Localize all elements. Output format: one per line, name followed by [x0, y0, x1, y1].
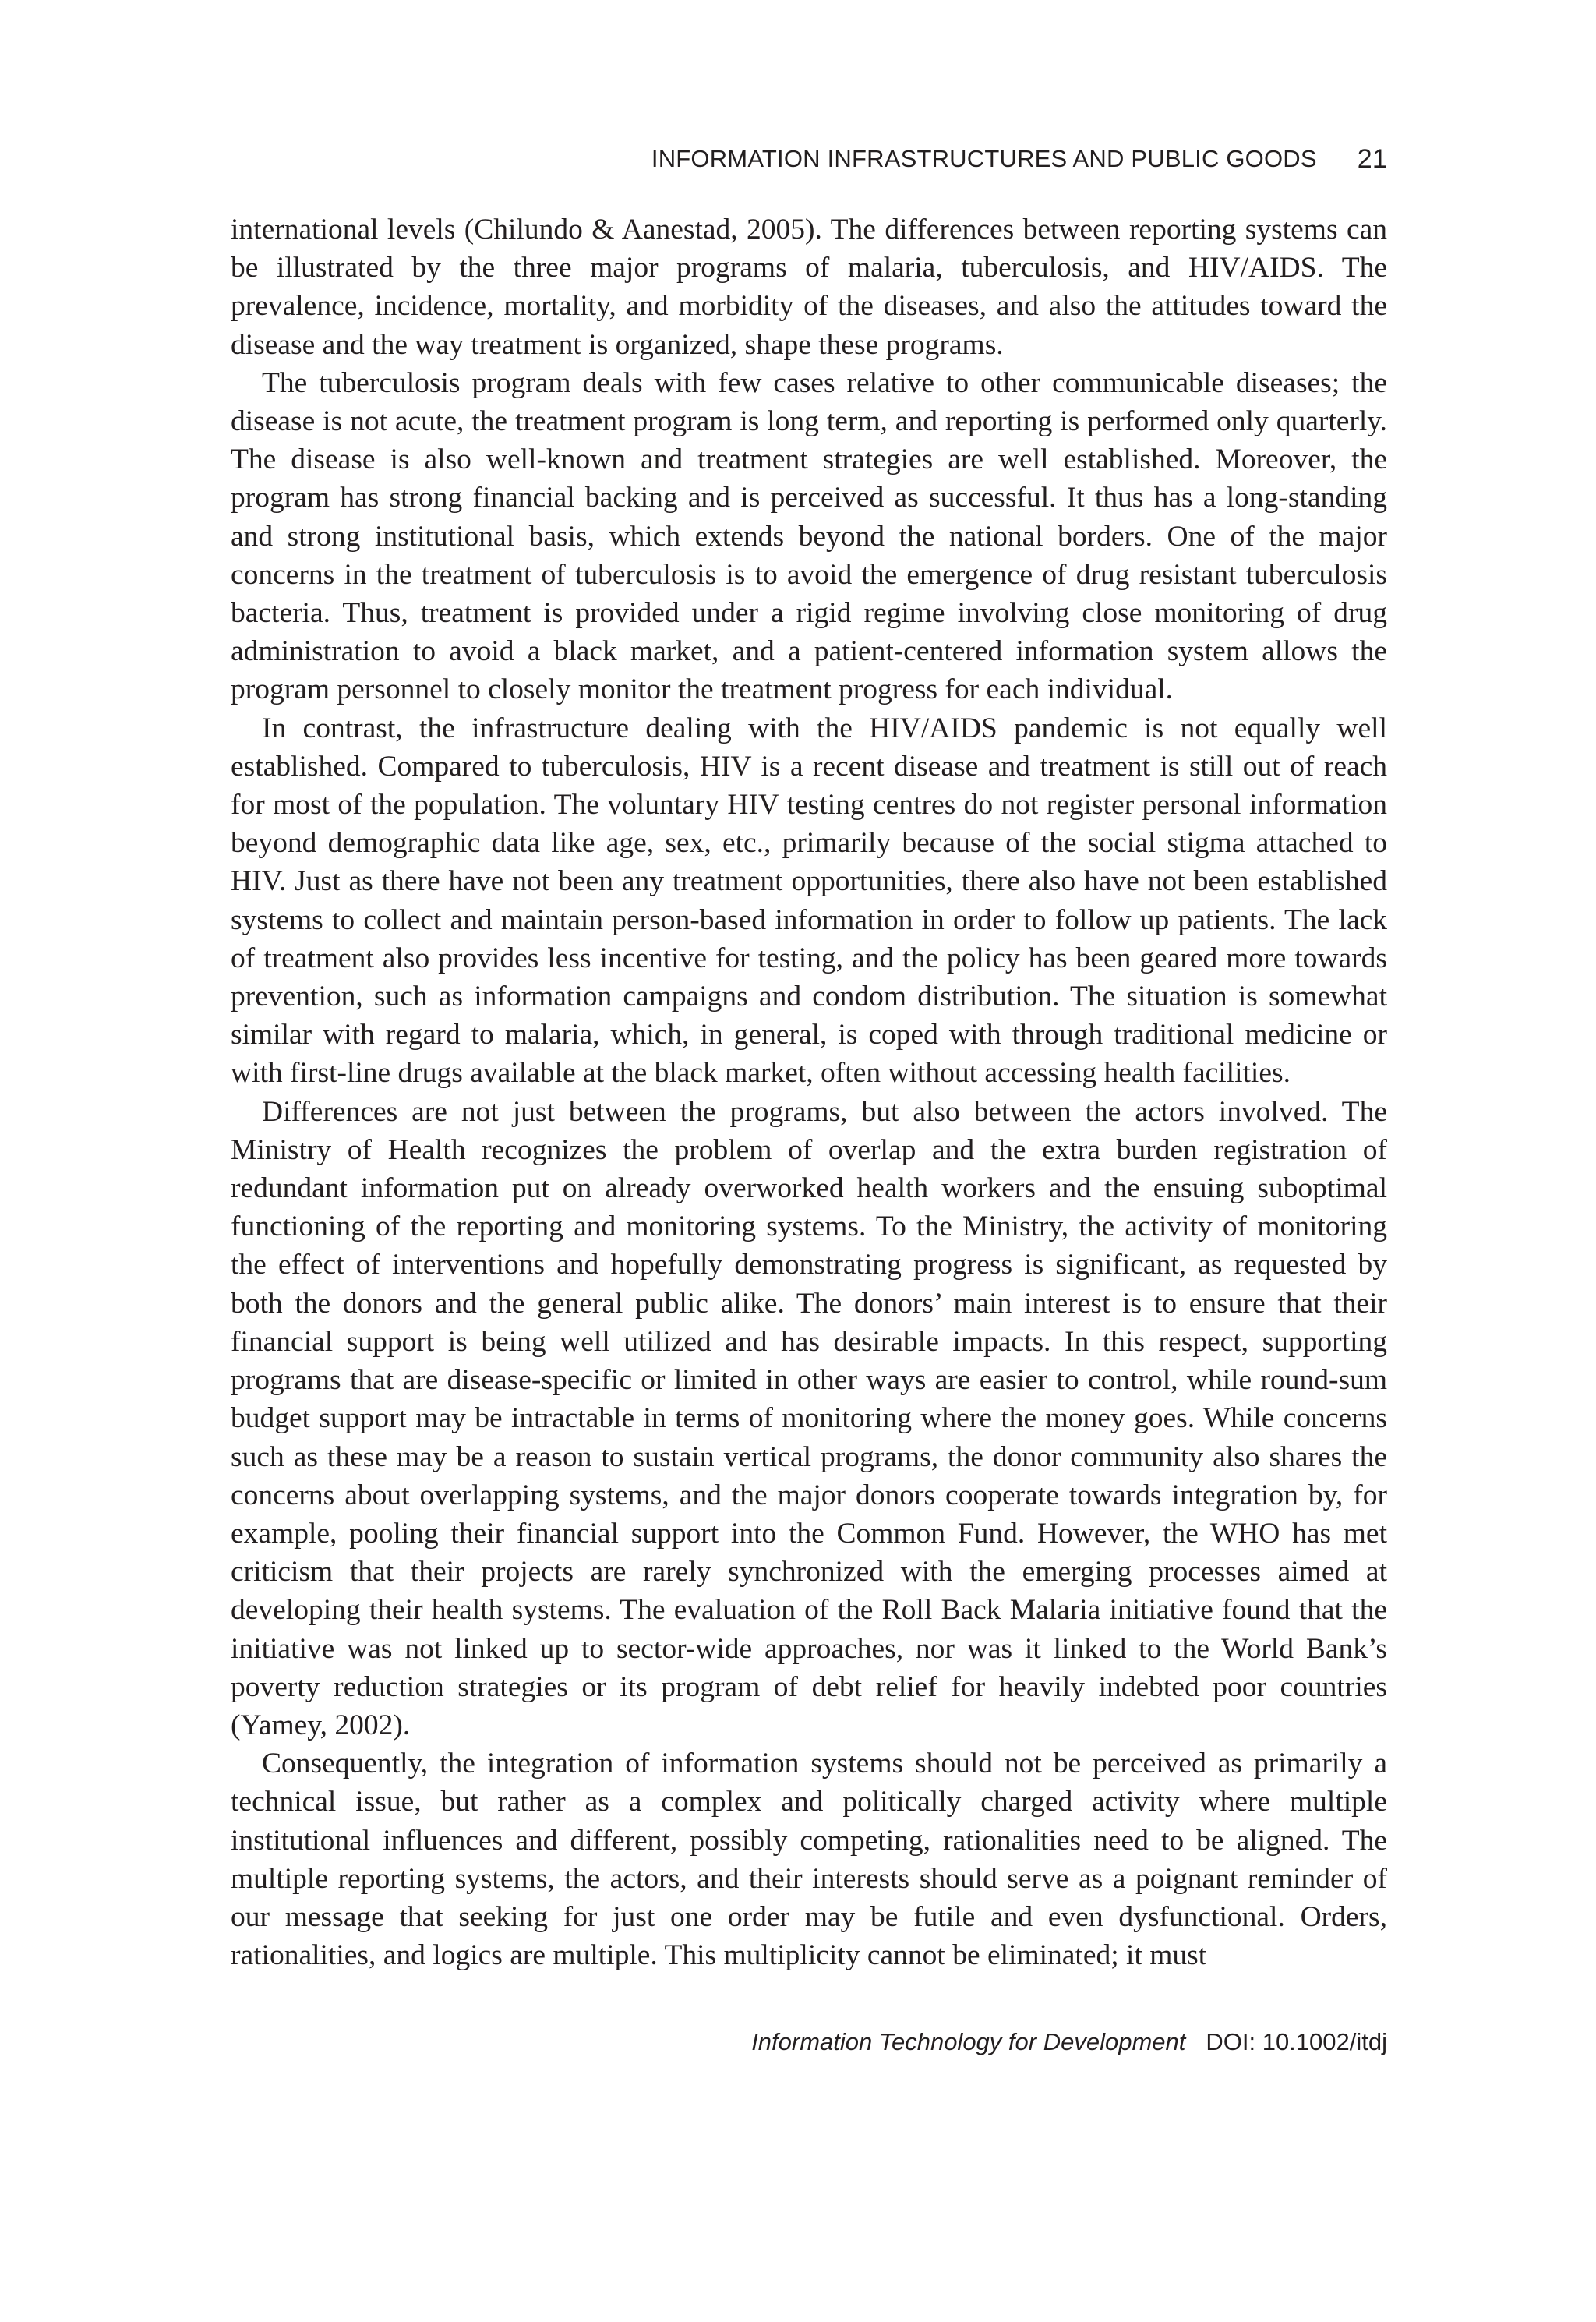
article-body — [231, 210, 1387, 1974]
paragraph-actors: Differences are not just between the programs, but also between the actors involved. The Ministry of Health recognizes the problem of overlap and the extra burden registration of redundant information put on already overworked health workers and the ensuing suboptimal functioning of the reporting and monitoring systems. To the Ministry, the activity of monitoring the effect of interventions and hopefully demonstrating progress is significant, as requested by both the donors and the general public alike. The donors’ main interest is to ensure that their financial support is being well utilized and has desirable impacts. In this respect, supporting programs that are disease-specific or limited in other ways are easier to control, while round-sum budget support may be intractable in terms of monitoring where the money goes. While concerns such as these may be a reason to sustain vertical programs, the donor community also shares the concerns about overlapping systems, and the major donors cooperate towards integration by, for example, pooling their financial support into the Common Fund. However, the WHO has met criticism that their projects are rarely synchronized with the emerging processes aimed at developing their health systems. The evaluation of the Roll Back Malaria initiative found that the initiative was not linked up to sector-wide approaches, nor was it linked to the World Bank’s poverty reduction strategies or its program of debt relief for heavily indebted poor countries (Yamey, 2002). — [231, 1095, 1387, 1741]
doi-text: DOI: 10.1002/itdj — [1206, 2028, 1387, 2055]
running-title: INFORMATION INFRASTRUCTURES AND PUBLIC GOODS — [651, 145, 1317, 172]
paragraph-consequently: Consequently, the integration of information systems should not be perceived as primarily a technical issue, but rather as a complex and politically charged activity where multiple institutional influences and different, possibly competing, rationalities need to be aligned. The multiple reporting systems, the actors, and their interests should serve as a poignant reminder of our message that seeking for just one order may be futile and even dysfunctional. Orders, rationalities, and logics are multiple. This multiplicity cannot be eliminated; it must — [231, 1748, 1387, 1972]
paragraph-tuberculosis: The tuberculosis program deals with few cases relative to other communicable diseases; the disease is not acute, the treatment program is long term, and reporting is performed only quarterly. The disease is also well-known and treatment strategies are well established. Moreover, the program has strong financial backing and is perceived as successful. It thus has a long-standing and strong institutional basis, which extends beyond the national borders. One of the major concerns in the treatment of tuberculosis is to avoid the emergence of drug resistant tuberculosis bacteria. Thus, treatment is provided under a rigid regime involving close monitoring of drug administration to avoid a black market, and a patient-centered information system allows the program personnel to closely monitor the treatment progress for each individual. — [231, 366, 1387, 706]
journal-title: Information Technology for Development — [751, 2028, 1186, 2055]
paragraph-continued: international levels (Chilundo & Aanestad, 2005). The differences between reporting systems can be illustrated by the three major programs of malaria, tuberculosis, and HIV/AIDS. The prevalence, incidence, mortality, and morbidity of the diseases, and also the attitudes toward the disease and the way treatment is organized, shape these programs. — [231, 214, 1387, 361]
running-header — [231, 140, 1387, 178]
paragraph-hiv-aids: In contrast, the infrastructure dealing with the HIV/AIDS pandemic is not equally well established. Compared to tuberculosis, HIV is a recent disease and treatment is still out of reach for most of the population. The voluntary HIV testing centres do not register personal information beyond demographic data like age, sex, etc., primarily because of the social stigma attached to HIV. Just as there have not been any treatment opportunities, there also have not been established systems to collect and maintain person-based information in order to follow up patients. The lack of treatment also provides less incentive for testing, and the policy has been geared more towards prevention, such as information campaigns and condom distribution. The situation is somewhat similar with regard to malaria, which, in general, is coped with through traditional medicine or with first-line drugs available at the black market, often without accessing health facilities. — [231, 712, 1387, 1090]
page-number: 21 — [1357, 143, 1387, 174]
running-footer — [231, 2023, 1387, 2061]
